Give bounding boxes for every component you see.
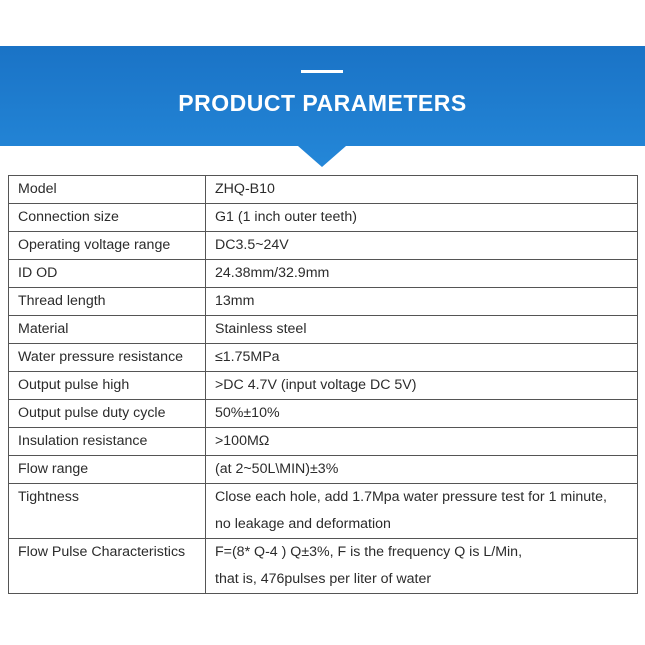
param-label: Thread length — [9, 288, 206, 316]
table-row — [9, 400, 638, 428]
param-label: Water pressure resistance — [9, 344, 206, 372]
table-row — [9, 428, 638, 456]
param-value: ZHQ-B10 — [206, 176, 638, 204]
param-value — [206, 539, 638, 594]
param-label: Operating voltage range — [9, 232, 206, 260]
table-row — [9, 176, 638, 204]
param-value: G1 (1 inch outer teeth) — [206, 204, 638, 232]
param-value-line: that is, 476pulses per liter of water — [215, 571, 432, 587]
table-row — [9, 456, 638, 484]
param-label: Tightness — [9, 484, 206, 539]
param-label: Model — [9, 176, 206, 204]
param-value-line: Close each hole, add 1.7Mpa water pressure test for 1 minute, — [215, 489, 607, 505]
param-value: 50%±10% — [206, 400, 638, 428]
param-value — [206, 484, 638, 539]
param-value: Stainless steel — [206, 316, 638, 344]
table-row — [9, 484, 638, 539]
table-row — [9, 232, 638, 260]
param-label: Flow range — [9, 456, 206, 484]
param-value: >DC 4.7V (input voltage DC 5V) — [206, 372, 638, 400]
param-label: Output pulse high — [9, 372, 206, 400]
parameters-table — [8, 175, 638, 594]
param-value: DC3.5~24V — [206, 232, 638, 260]
param-label: Output pulse duty cycle — [9, 400, 206, 428]
table-row — [9, 288, 638, 316]
header-banner — [0, 46, 645, 168]
table-row — [9, 316, 638, 344]
table-row — [9, 204, 638, 232]
table-row — [9, 539, 638, 594]
page-title: PRODUCT PARAMETERS — [178, 90, 467, 116]
table-row — [9, 260, 638, 288]
param-label: Material — [9, 316, 206, 344]
param-value: 24.38mm/32.9mm — [206, 260, 638, 288]
param-value: (at 2~50L\MIN)±3% — [206, 456, 638, 484]
table-row — [9, 372, 638, 400]
param-label: Connection size — [9, 204, 206, 232]
param-label: Flow Pulse Characteristics — [9, 539, 206, 594]
param-label: ID OD — [9, 260, 206, 288]
param-label: Insulation resistance — [9, 428, 206, 456]
param-value-line: no leakage and deformation — [215, 516, 391, 532]
param-value: >100MΩ — [206, 428, 638, 456]
title-divider-icon — [301, 70, 343, 73]
param-value: 13mm — [206, 288, 638, 316]
param-value: ≤1.75MPa — [206, 344, 638, 372]
table-row — [9, 344, 638, 372]
param-value-line: F=(8* Q-4 ) Q±3%, F is the frequency Q is L/Min, — [215, 544, 523, 560]
